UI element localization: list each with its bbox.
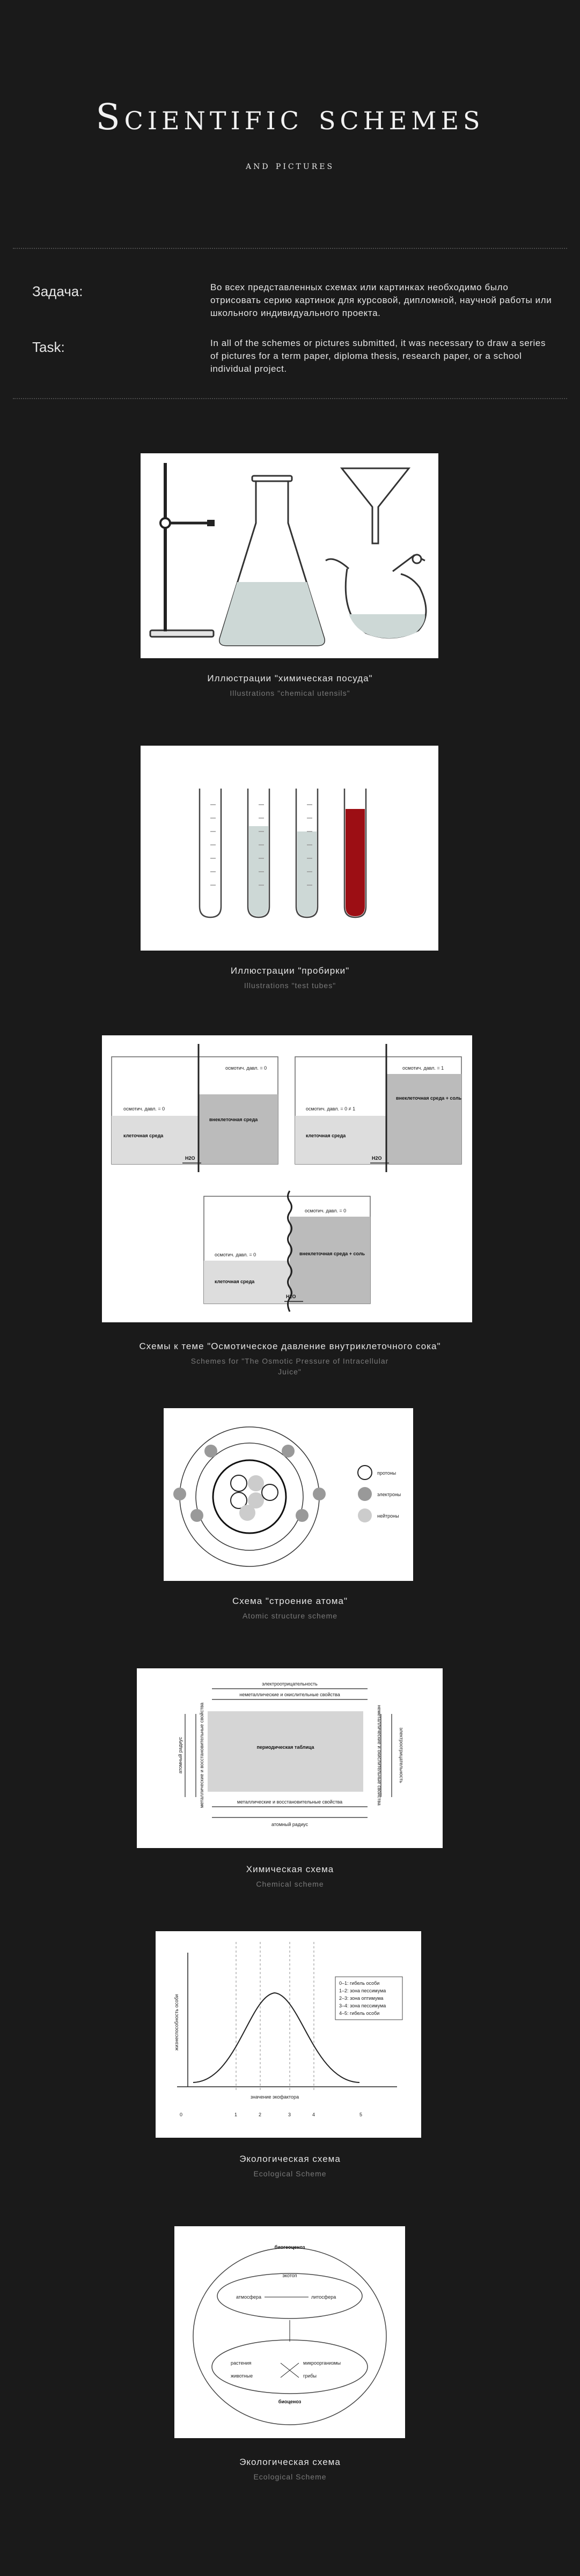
osm-label-p01: осмотич. давл. = 0 ≠ 1 — [306, 1106, 356, 1112]
label-fungi: грибы — [303, 2373, 317, 2379]
tick-4: 4 — [312, 2112, 315, 2117]
task-text-ru: Во всех представленных схемах или картинках необходимо было отрисовать серию картинок для курсовой, дипломной, научной работы или школьного индивидуального проекта. — [210, 282, 552, 318]
caption-ecology1-ru: Экологическая схема — [239, 2154, 341, 2164]
ecology-legend-1: 1–2: зона пессимума — [339, 1988, 386, 1993]
task-label-en: Task: — [32, 339, 65, 355]
ecology-ylabel: жизнеспособность особи — [174, 1994, 179, 2051]
tick-1: 1 — [234, 2112, 238, 2117]
caption-ecology2-en: Ecological Scheme — [253, 2472, 327, 2481]
label-bottom2: атомный радиус — [271, 1822, 309, 1827]
caption-chemical-en: Chemical scheme — [256, 1880, 324, 1888]
caption-tubes-en: Illustrations "test tubes" — [244, 981, 336, 990]
label-micro: микроорганизмы — [303, 2360, 341, 2366]
card-chemical-scheme — [137, 1668, 443, 1848]
label-lito: литосфера — [311, 2294, 336, 2300]
label-right2: электроотрицательность — [399, 1727, 404, 1783]
caption-tubes-ru: Иллюстрации "пробирки" — [230, 966, 350, 976]
legend-neutrons: нейтроны — [377, 1513, 399, 1519]
osm-label-p1: осмотич. давл. = 1 — [402, 1065, 444, 1071]
osm-label-p0-c: осмотич. давл. = 0 — [305, 1208, 347, 1213]
osm-label-h2o: H2O — [185, 1155, 195, 1161]
osm-label-outer-3: клеточная среда — [215, 1279, 255, 1284]
tick-0: 0 — [180, 2112, 183, 2117]
osm-label-h2o-2: H2O — [372, 1155, 382, 1161]
caption-atom-en: Atomic structure scheme — [242, 1611, 338, 1620]
card-ecology-biogeo — [174, 2226, 405, 2438]
tick-2: 2 — [259, 2112, 262, 2117]
label-right1: неметаллические и окислительные свойства — [377, 1705, 382, 1806]
caption-ecology1-en: Ecological Scheme — [253, 2169, 327, 2178]
page-title: Scientific schemes — [96, 97, 484, 138]
chemical-utensils-illustration — [141, 453, 438, 658]
caption-utensils-en: Illustrations "chemical utensils" — [230, 689, 350, 697]
label-left2: металлические и восстановительные свойства — [199, 1702, 204, 1808]
ecology-legend-0: 0–1: гибель особи — [339, 1981, 380, 1986]
card-test-tubes — [141, 746, 438, 951]
caption-osmotic-ru: Схемы к теме "Осмотическое давление внутриклеточного сока" — [139, 1341, 441, 1351]
ecology-legend-4: 4–5: гибель особи — [339, 2011, 380, 2016]
legend-protons: протоны — [377, 1470, 397, 1476]
ecology-curve-scheme — [156, 1931, 421, 2138]
osm-label-inner-salt-2: внеклеточная среда + соль — [299, 1251, 365, 1256]
card-osmotic — [102, 1035, 472, 1322]
card-ecology-curve — [156, 1931, 421, 2138]
chemical-scheme — [137, 1668, 443, 1848]
label-animals: животные — [231, 2373, 253, 2379]
page-subtitle: and pictures — [245, 159, 335, 172]
label-top1: электроотрицательность — [262, 1681, 318, 1687]
label-top2: неметаллические и окислительные свойства — [239, 1692, 340, 1697]
label-bottom1: металлические и восстановительные свойства — [237, 1799, 343, 1805]
osm-label-h2o-3: H2O — [286, 1294, 296, 1299]
label-biocen: биоценоз — [278, 2399, 302, 2404]
ecology-legend-2: 2–3: зона оптимума — [339, 1996, 384, 2001]
osm-label-outer: клеточная среда — [123, 1133, 164, 1138]
label-ecotop: экотоп — [282, 2273, 297, 2278]
osm-label-inner-salt: внеклеточная среда + соль — [396, 1095, 462, 1101]
tick-3: 3 — [288, 2112, 291, 2117]
task-text-en: In all of the schemes or pictures submitted, it was necessary to draw a series of pictures for a term paper, diploma thesis, research paper, or a school individual project. — [210, 338, 546, 374]
label-atm: атмосфера — [236, 2294, 262, 2300]
osm-label-p0-b: осмотич. давл. = 0 — [123, 1106, 165, 1112]
divider-top — [13, 248, 567, 249]
label-periodic-table: периодическая таблица — [256, 1745, 314, 1750]
ecology-legend-3: 3–4: зона пессимума — [339, 2003, 386, 2008]
biogeocenosis-scheme — [174, 2226, 405, 2438]
osm-label-p0-d: осмотич. давл. = 0 — [215, 1252, 256, 1257]
osm-label-inner: внеклеточная среда — [209, 1117, 258, 1122]
atom-scheme — [164, 1408, 413, 1581]
label-plants: растения — [231, 2360, 252, 2366]
caption-osmotic-en: Schemes for "The Osmotic Pressure of Intracellular Juice" — [190, 1357, 389, 1376]
caption-utensils-ru: Иллюстрации "химическая посуда" — [207, 673, 373, 683]
card-chemical-utensils — [141, 453, 438, 658]
legend-electrons: электроны — [377, 1492, 401, 1497]
task-label-ru: Задача: — [32, 283, 83, 299]
label-biogeo: биогеоценоз — [274, 2244, 305, 2250]
label-left1: атомный радиус — [178, 1736, 183, 1774]
card-atom — [164, 1408, 413, 1581]
divider-bottom — [13, 398, 567, 399]
caption-ecology2-ru: Экологическая схема — [239, 2457, 341, 2467]
osm-label-p0: осмотич. давл. = 0 — [225, 1065, 267, 1071]
caption-chemical-ru: Химическая схема — [246, 1864, 334, 1874]
osmotic-scheme — [102, 1035, 472, 1322]
osm-label-outer-2: клеточная среда — [306, 1133, 346, 1138]
tick-5: 5 — [359, 2112, 363, 2117]
test-tubes-illustration — [141, 746, 438, 951]
caption-atom-ru: Схема "строение атома" — [232, 1596, 348, 1606]
ecology-xlabel: значение экофактора — [250, 2094, 299, 2100]
